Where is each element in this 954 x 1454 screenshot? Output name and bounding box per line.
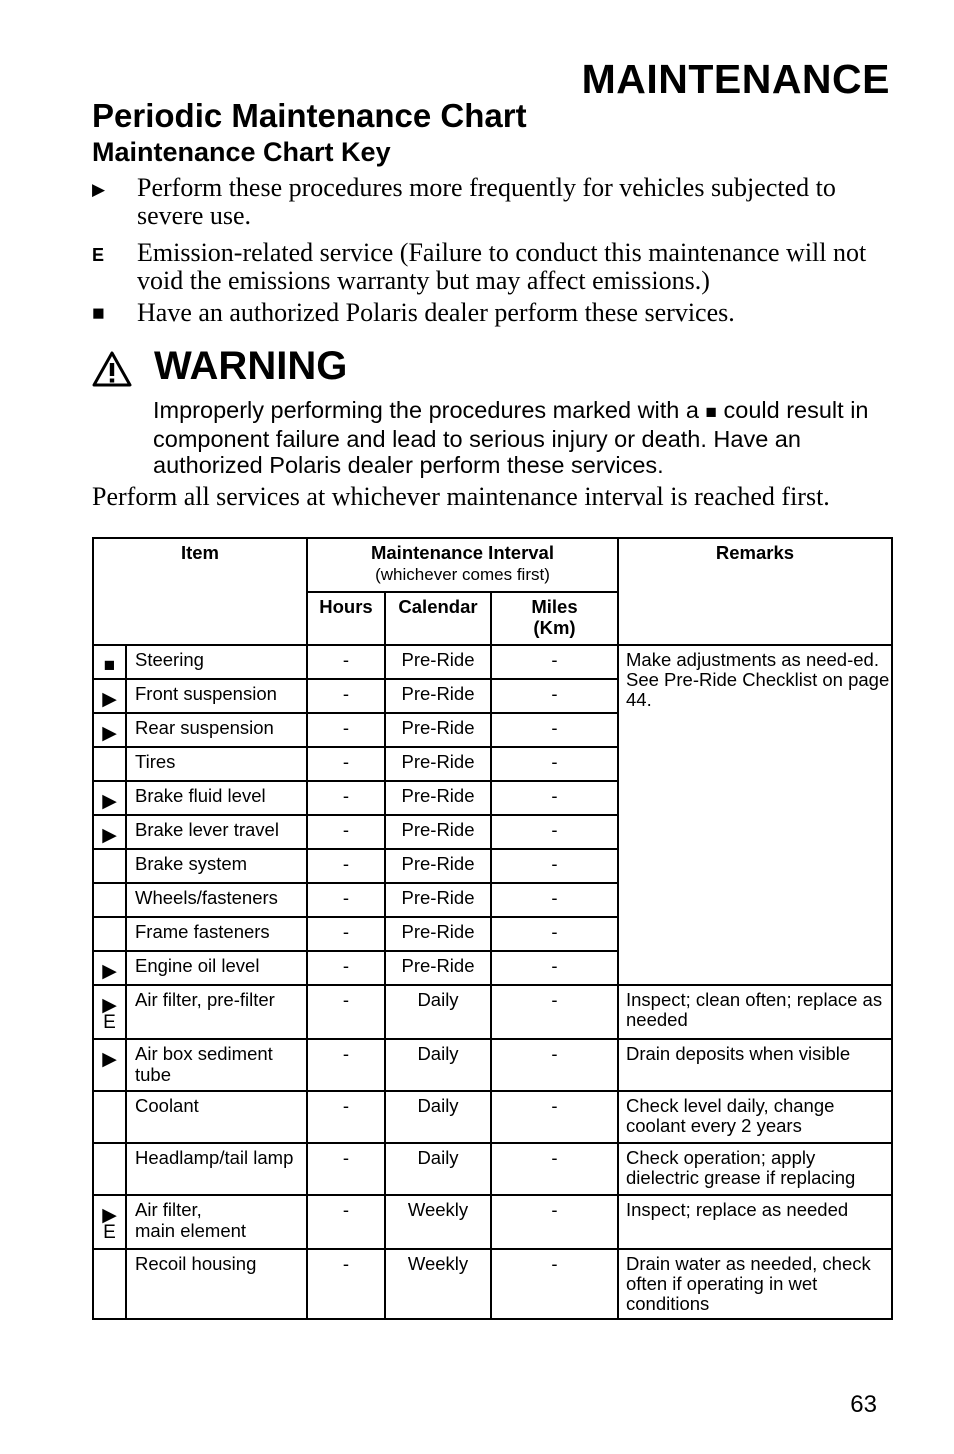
square-icon: ■ <box>92 302 105 325</box>
row-item: Rear suspension <box>126 713 307 747</box>
row-calendar: Pre-Ride <box>385 883 491 917</box>
table-row <box>93 1249 892 1319</box>
header-interval-sub: (whichever comes first) <box>375 565 550 584</box>
chart-heading: Periodic Maintenance Chart <box>92 97 527 134</box>
row-calendar: Pre-Ride <box>385 917 491 951</box>
row-item: Steering <box>126 645 307 679</box>
row-symbol <box>93 1249 126 1319</box>
row-remarks: Check level daily, change coolant every 2 years <box>618 1091 892 1143</box>
row-hours: - <box>307 781 385 815</box>
row-hours: - <box>307 985 385 1039</box>
row-symbol: ■ <box>93 645 126 679</box>
table-row <box>93 1195 892 1249</box>
row-calendar: Pre-Ride <box>385 849 491 883</box>
warning-text: Improperly performing the procedures marked with a ■ could result in component failure and lead to serious injury or death. Have an authorized Polaris dealer perform these services. <box>153 397 869 478</box>
key-text: Have an authorized Polaris dealer perform these services. <box>137 298 735 327</box>
row-symbol <box>93 1091 126 1143</box>
row-symbol: ▶ E <box>93 1195 126 1249</box>
key-heading: Maintenance Chart Key <box>92 137 391 167</box>
row-symbol <box>93 917 126 951</box>
row-hours: - <box>307 1249 385 1319</box>
row-hours: - <box>307 747 385 781</box>
row-symbol <box>93 747 126 781</box>
row-item: Air filter, pre-filter <box>126 985 307 1039</box>
row-item: Engine oil level <box>126 951 307 985</box>
row-miles: - <box>491 1249 618 1319</box>
row-miles: - <box>491 645 618 679</box>
row-symbol: ▶ <box>93 781 126 815</box>
row-miles: - <box>491 781 618 815</box>
key-item-dealer <box>92 299 892 329</box>
row-miles: - <box>491 1091 618 1143</box>
row-calendar: Daily <box>385 1039 491 1091</box>
row-calendar: Daily <box>385 1091 491 1143</box>
header-item: Item <box>93 538 307 645</box>
row-item: Tires <box>126 747 307 781</box>
row-miles: - <box>491 1039 618 1091</box>
row-item: Frame fasteners <box>126 917 307 951</box>
row-calendar: Weekly <box>385 1195 491 1249</box>
header-miles: Miles (Km) <box>491 592 618 645</box>
row-miles: - <box>491 883 618 917</box>
row-hours: - <box>307 645 385 679</box>
key-item-emission <box>92 239 892 299</box>
row-item: Coolant <box>126 1091 307 1143</box>
triangle-right-icon: ▶ <box>92 180 106 199</box>
row-miles: - <box>491 815 618 849</box>
row-symbol: ▶ <box>93 1039 126 1091</box>
row-miles: - <box>491 917 618 951</box>
row-symbol: ▶ <box>93 679 126 713</box>
row-symbol <box>93 849 126 883</box>
row-calendar: Pre-Ride <box>385 815 491 849</box>
table-row <box>93 1091 892 1143</box>
row-remarks: Inspect; clean often; replace as needed <box>618 985 892 1039</box>
row-miles: - <box>491 1143 618 1195</box>
header-interval: Maintenance Interval (whichever comes first) <box>307 538 618 592</box>
maintenance-table <box>92 537 893 1320</box>
row-miles: - <box>491 951 618 985</box>
row-symbol: ▶ <box>93 951 126 985</box>
table-row <box>93 645 892 679</box>
row-remarks: Drain deposits when visible <box>618 1039 892 1091</box>
row-symbol: ▶ E <box>93 985 126 1039</box>
row-calendar: Pre-Ride <box>385 645 491 679</box>
row-item: Headlamp/tail lamp <box>126 1143 307 1195</box>
table-row <box>93 1143 892 1195</box>
row-item: Brake system <box>126 849 307 883</box>
table-row <box>93 1039 892 1091</box>
warning-triangle-icon <box>92 351 132 392</box>
row-symbol: ▶ <box>93 815 126 849</box>
row-symbol: ▶ <box>93 713 126 747</box>
table-row <box>93 985 892 1039</box>
row-item: Air box sediment tube <box>126 1039 307 1091</box>
row-item: Brake lever travel <box>126 815 307 849</box>
row-miles: - <box>491 985 618 1039</box>
header-calendar: Calendar <box>385 592 491 645</box>
key-item-severe-use <box>92 174 892 234</box>
row-hours: - <box>307 815 385 849</box>
header-hours: Hours <box>307 592 385 645</box>
row-remarks: Drain water as needed, check often if operating in wet conditions <box>618 1249 892 1319</box>
row-hours: - <box>307 883 385 917</box>
row-calendar: Pre-Ride <box>385 951 491 985</box>
row-calendar: Weekly <box>385 1249 491 1319</box>
row-miles: - <box>491 747 618 781</box>
row-item: Air filter, main element <box>126 1195 307 1249</box>
row-item: Recoil housing <box>126 1249 307 1319</box>
row-calendar: Pre-Ride <box>385 747 491 781</box>
header-remarks: Remarks <box>618 538 892 645</box>
emission-e-icon: E <box>92 245 105 265</box>
row-symbol <box>93 1143 126 1195</box>
row-hours: - <box>307 679 385 713</box>
row-calendar: Daily <box>385 1143 491 1195</box>
row-calendar: Pre-Ride <box>385 781 491 815</box>
key-text: Perform these procedures more frequently for vehicles subjected to severe use. <box>137 173 836 230</box>
row-hours: - <box>307 951 385 985</box>
row-miles: - <box>491 679 618 713</box>
row-symbol <box>93 883 126 917</box>
row-hours: - <box>307 917 385 951</box>
row-item: Brake fluid level <box>126 781 307 815</box>
square-icon: ■ <box>705 402 717 423</box>
row-calendar: Pre-Ride <box>385 713 491 747</box>
section-title: MAINTENANCE <box>581 56 890 102</box>
row-remarks: Check operation; apply dielectric grease if replacing <box>618 1143 892 1195</box>
interval-note: Perform all services at whichever maintenance interval is reached first. <box>92 482 830 511</box>
row-item: Front suspension <box>126 679 307 713</box>
row-hours: - <box>307 1143 385 1195</box>
row-remarks: Inspect; replace as needed <box>618 1195 892 1249</box>
warning-label: WARNING <box>154 344 348 388</box>
row-miles: - <box>491 713 618 747</box>
row-hours: - <box>307 1091 385 1143</box>
row-hours: - <box>307 1195 385 1249</box>
row-miles: - <box>491 849 618 883</box>
row-miles: - <box>491 1195 618 1249</box>
row-hours: - <box>307 713 385 747</box>
key-text: Emission-related service (Failure to conduct this maintenance will not void the emissions warranty but may affect emissions.) <box>137 238 867 295</box>
row-item: Wheels/fasteners <box>126 883 307 917</box>
row-calendar: Daily <box>385 985 491 1039</box>
page-number: 63 <box>850 1391 877 1418</box>
row-hours: - <box>307 849 385 883</box>
row-hours: - <box>307 1039 385 1091</box>
row-remarks: Make adjustments as need-ed. See Pre-Ride Checklist on page 44. <box>618 645 892 985</box>
row-calendar: Pre-Ride <box>385 679 491 713</box>
